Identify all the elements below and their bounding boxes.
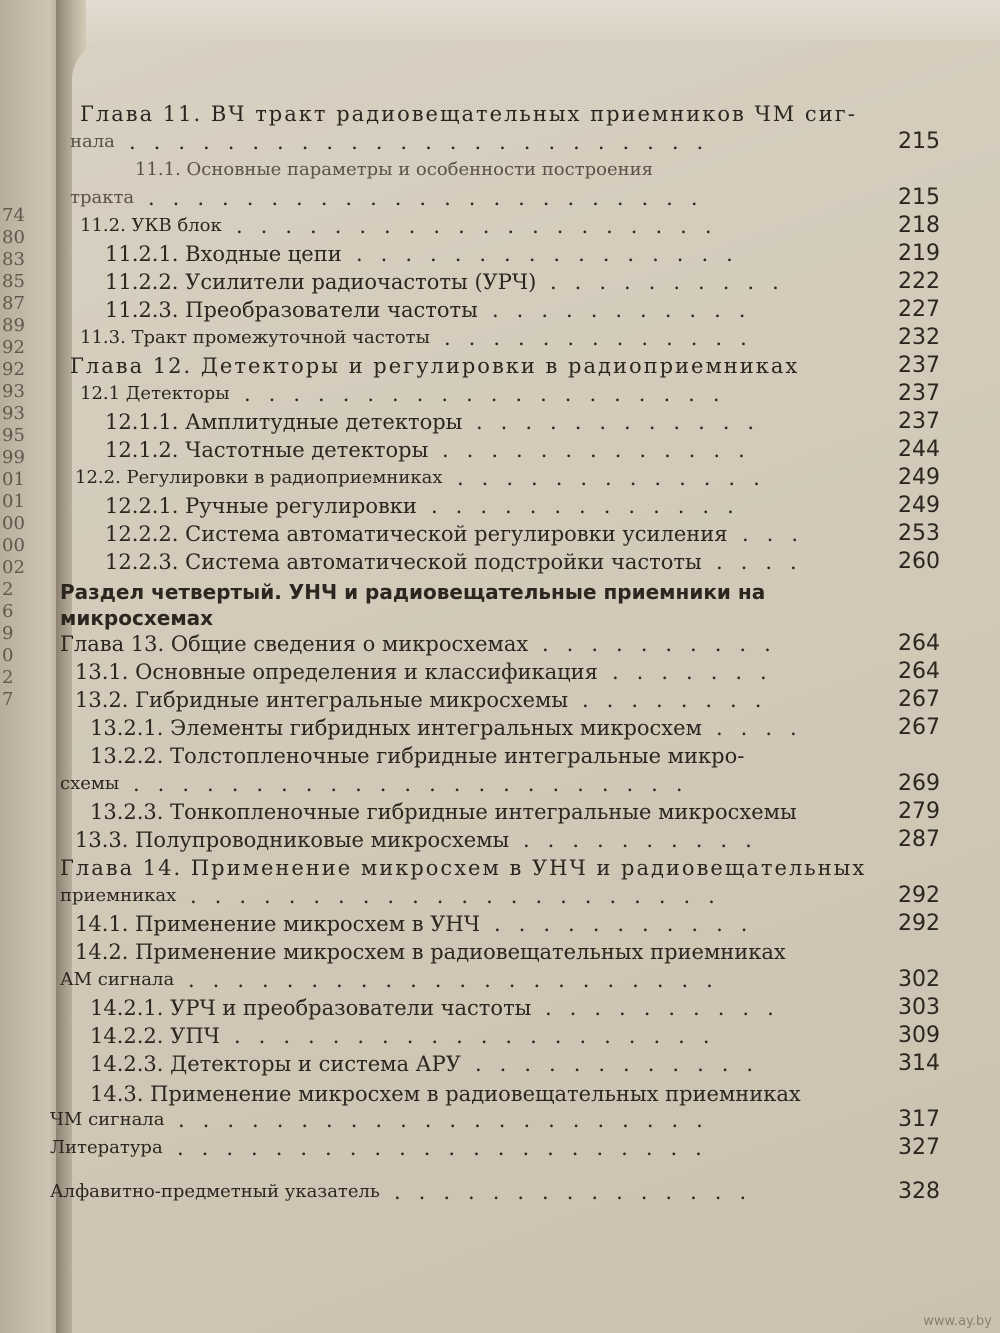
toc-entry-title: АМ сигнала	[60, 969, 175, 990]
left-number: 0	[2, 645, 14, 666]
left-number: 9	[2, 623, 14, 644]
left-number: 2	[2, 579, 14, 600]
toc-entry	[60, 492, 940, 520]
toc-page-number: 237	[898, 353, 940, 378]
toc-leader-dots: ............	[475, 1052, 772, 1076]
toc-leader-dots: ....................	[236, 214, 730, 238]
toc-entry	[60, 128, 940, 156]
toc-leader-dots: ..........	[523, 828, 770, 852]
toc-entry-title: ЧМ сигнала	[50, 1109, 165, 1130]
toc-leader-dots: ............	[476, 410, 773, 434]
left-number: 6	[2, 601, 14, 622]
toc-leader-dots: ...............	[394, 1180, 765, 1204]
toc-leader-dots: .............	[457, 466, 778, 490]
toc-entry	[60, 1080, 940, 1108]
toc-leader-dots: ..........	[545, 996, 792, 1020]
toc-entry	[60, 1050, 940, 1078]
toc-page-number: 244	[898, 437, 940, 462]
toc-page-number: 292	[898, 883, 940, 908]
toc-entry	[60, 212, 940, 240]
toc-page-number: 264	[898, 659, 940, 684]
toc-entry	[60, 658, 940, 686]
left-page-numbers	[2, 205, 42, 711]
left-number: 95	[2, 425, 25, 446]
toc-page-number: 269	[898, 771, 940, 796]
toc-leader-dots: .......................	[133, 772, 701, 796]
toc-entry-title: Глава 11. ВЧ тракт радиовещательных приемников ЧМ сиг-	[80, 102, 857, 126]
toc-entry-title: 11.2.2. Усилители радиочастоты (УРЧ)	[105, 270, 537, 294]
toc-leader-dots: ......................	[177, 1136, 720, 1160]
toc-leader-dots: ........	[582, 688, 780, 712]
toc-entry-title: микросхемах	[60, 606, 214, 630]
toc-entry-title: 12.2. Регулировки в радиоприемниках	[75, 467, 443, 488]
left-number: 00	[2, 535, 25, 556]
toc-leader-dots: ................	[356, 242, 751, 266]
toc-entry	[60, 296, 940, 324]
toc-entry-title: нала	[70, 131, 115, 152]
toc-leader-dots: .......................	[148, 186, 716, 210]
toc-leader-dots: ....................	[234, 1024, 728, 1048]
toc-page-number: 253	[898, 521, 940, 546]
toc-entry-title: 12.1 Детекторы	[80, 383, 230, 404]
toc-entry	[60, 826, 940, 854]
toc-entry	[60, 994, 940, 1022]
toc-entry-title: Глава 13. Общие сведения о микросхемах	[60, 632, 529, 656]
toc-entry	[60, 630, 940, 658]
toc-entry	[60, 854, 940, 882]
toc-entry	[60, 742, 940, 770]
toc-page-number: 237	[898, 409, 940, 434]
toc-entry	[50, 1106, 940, 1134]
toc-page-number: 287	[898, 827, 940, 852]
toc-leader-dots: ..........	[542, 632, 789, 656]
toc-entry	[50, 1178, 940, 1206]
toc-page-number: 237	[898, 381, 940, 406]
left-number: 7	[2, 689, 14, 710]
toc-page-number: 219	[898, 241, 940, 266]
toc-page-number: 222	[898, 269, 940, 294]
toc-page-number: 267	[898, 715, 940, 740]
toc-entry	[60, 156, 940, 184]
toc-entry-title: Литература	[50, 1137, 163, 1158]
toc-entry-title: 11.2.3. Преобразователи частоты	[105, 298, 478, 322]
toc-leader-dots: ..........	[550, 270, 797, 294]
toc-leader-dots: ....	[716, 550, 815, 574]
toc-entry	[60, 436, 940, 464]
toc-entry-title: 13.2.1. Элементы гибридных интегральных микросхем	[90, 716, 702, 740]
toc-entry-title: 11.2. УКВ блок	[80, 215, 222, 236]
toc-entry	[60, 910, 940, 938]
toc-entry	[60, 798, 940, 826]
left-number: 89	[2, 315, 25, 336]
toc-entry-title: 14.1. Применение микросхем в УНЧ	[75, 912, 480, 936]
toc-page-number: 292	[898, 911, 940, 936]
toc-entry	[60, 714, 940, 742]
toc-entry	[60, 966, 940, 994]
toc-entry	[60, 352, 940, 380]
toc-leader-dots: ........................	[129, 130, 722, 154]
toc-entry	[60, 184, 940, 212]
toc-entry-title: 11.2.1. Входные цепи	[105, 242, 342, 266]
toc-entry-title: тракта	[70, 187, 135, 208]
toc-page-number: 267	[898, 687, 940, 712]
toc-entry	[60, 324, 940, 352]
toc-entry-title: 14.2.3. Детекторы и система АРУ	[90, 1052, 461, 1076]
toc-page-number: 328	[898, 1179, 940, 1204]
toc-leader-dots: ...........	[492, 298, 764, 322]
toc-entry-title: приемниках	[60, 885, 177, 906]
toc-page-number: 327	[898, 1135, 940, 1160]
left-number: 87	[2, 293, 25, 314]
toc-entry	[60, 604, 940, 632]
toc-entry	[60, 100, 940, 128]
left-number: 83	[2, 249, 25, 270]
toc-entry-title: Глава 12. Детекторы и регулировки в радиоприемниках	[70, 354, 800, 378]
toc-page-number: 227	[898, 297, 940, 322]
toc-entry-title: схемы	[60, 773, 120, 794]
toc-page-number: 317	[898, 1107, 940, 1132]
left-number: 93	[2, 381, 25, 402]
toc-entry-title: 11.3. Тракт промежуточной частоты	[80, 327, 430, 348]
toc-entry	[60, 882, 940, 910]
left-number: 01	[2, 469, 25, 490]
toc-entry-title: 12.2.2. Система автоматической регулировки усиления	[105, 522, 728, 546]
left-number: 92	[2, 337, 25, 358]
toc-leader-dots: .............	[444, 326, 765, 350]
toc-page-number: 215	[898, 185, 940, 210]
left-number: 93	[2, 403, 25, 424]
left-number: 85	[2, 271, 25, 292]
toc-page-number: 218	[898, 213, 940, 238]
toc-page-number: 309	[898, 1023, 940, 1048]
left-number: 01	[2, 491, 25, 512]
toc-page-number: 249	[898, 493, 940, 518]
toc-leader-dots: .......	[612, 660, 785, 684]
watermark: www.ay.by	[923, 1314, 992, 1329]
toc-entry-title: 12.1.1. Амплитудные детекторы	[105, 410, 463, 434]
toc-entry	[60, 380, 940, 408]
toc-entry-title: 13.2.3. Тонкопленочные гибридные интегральные микросхемы	[90, 800, 797, 824]
toc-leader-dots: .............	[442, 438, 763, 462]
toc-entry	[60, 1022, 940, 1050]
toc-leader-dots: ......................	[190, 884, 733, 908]
toc-entry-title: 14.2.2. УПЧ	[90, 1024, 220, 1048]
left-number: 80	[2, 227, 25, 248]
toc-page-number: 279	[898, 799, 940, 824]
left-number: 74	[2, 205, 25, 226]
toc-entry-title: 11.1. Основные параметры и особенности построения	[135, 159, 653, 180]
toc-entry	[60, 938, 940, 966]
toc-entry-title: 14.3. Применение микросхем в радиовещательных приемниках	[90, 1082, 801, 1106]
toc-entry	[60, 408, 940, 436]
toc-entry-title: Раздел четвертый. УНЧ и радиовещательные приемники на	[60, 580, 766, 604]
toc-entry	[60, 578, 940, 606]
toc-leader-dots: .............	[431, 494, 752, 518]
left-number: 00	[2, 513, 25, 534]
toc-leader-dots: ....	[716, 716, 815, 740]
toc-entry-title: 14.2.1. УРЧ и преобразователи частоты	[90, 996, 532, 1020]
toc-entry-title: 13.2. Гибридные интегральные микросхемы	[75, 688, 569, 712]
toc-page-number: 232	[898, 325, 940, 350]
toc-page-number: 215	[898, 129, 940, 154]
toc-page-number: 249	[898, 465, 940, 490]
toc-entry-title: 12.1.2. Частотные детекторы	[105, 438, 429, 462]
toc-entry	[60, 268, 940, 296]
toc-entry	[60, 240, 940, 268]
toc-page-number: 314	[898, 1051, 940, 1076]
toc-entry-title: 13.3. Полупроводниковые микросхемы	[75, 828, 510, 852]
toc-leader-dots: ....................	[244, 382, 738, 406]
toc-page-number: 303	[898, 995, 940, 1020]
toc-leader-dots: ......................	[188, 968, 731, 992]
toc-entry-title: 13.1. Основные определения и классификация	[75, 660, 598, 684]
left-number: 02	[2, 557, 25, 578]
toc-leader-dots: ...	[742, 522, 817, 546]
toc-page-number: 302	[898, 967, 940, 992]
toc-entry-title: 13.2.2. Толстопленочные гибридные интегральные микро-	[90, 744, 745, 768]
toc-entry-title: 12.2.3. Система автоматической подстройки частоты	[105, 550, 702, 574]
toc-leader-dots: ......................	[178, 1108, 721, 1132]
toc-entry	[60, 770, 940, 798]
left-number: 92	[2, 359, 25, 380]
toc-leader-dots: ...........	[494, 912, 766, 936]
toc-entry	[60, 548, 940, 576]
toc-entry-title: Глава 14. Применение микросхем в УНЧ и радиовещательных	[60, 856, 867, 880]
toc-entry-title: Алфавитно-предметный указатель	[50, 1181, 380, 1202]
toc-entry	[60, 686, 940, 714]
toc-entry	[60, 520, 940, 548]
toc-entry-title: 14.2. Применение микросхем в радиовещательных приемниках	[75, 940, 786, 964]
left-number: 2	[2, 667, 14, 688]
toc-entry	[50, 1134, 940, 1162]
toc-page-number: 260	[898, 549, 940, 574]
left-number: 99	[2, 447, 25, 468]
toc-entry	[60, 464, 940, 492]
toc-page-number: 264	[898, 631, 940, 656]
toc-entry-title: 12.2.1. Ручные регулировки	[105, 494, 417, 518]
